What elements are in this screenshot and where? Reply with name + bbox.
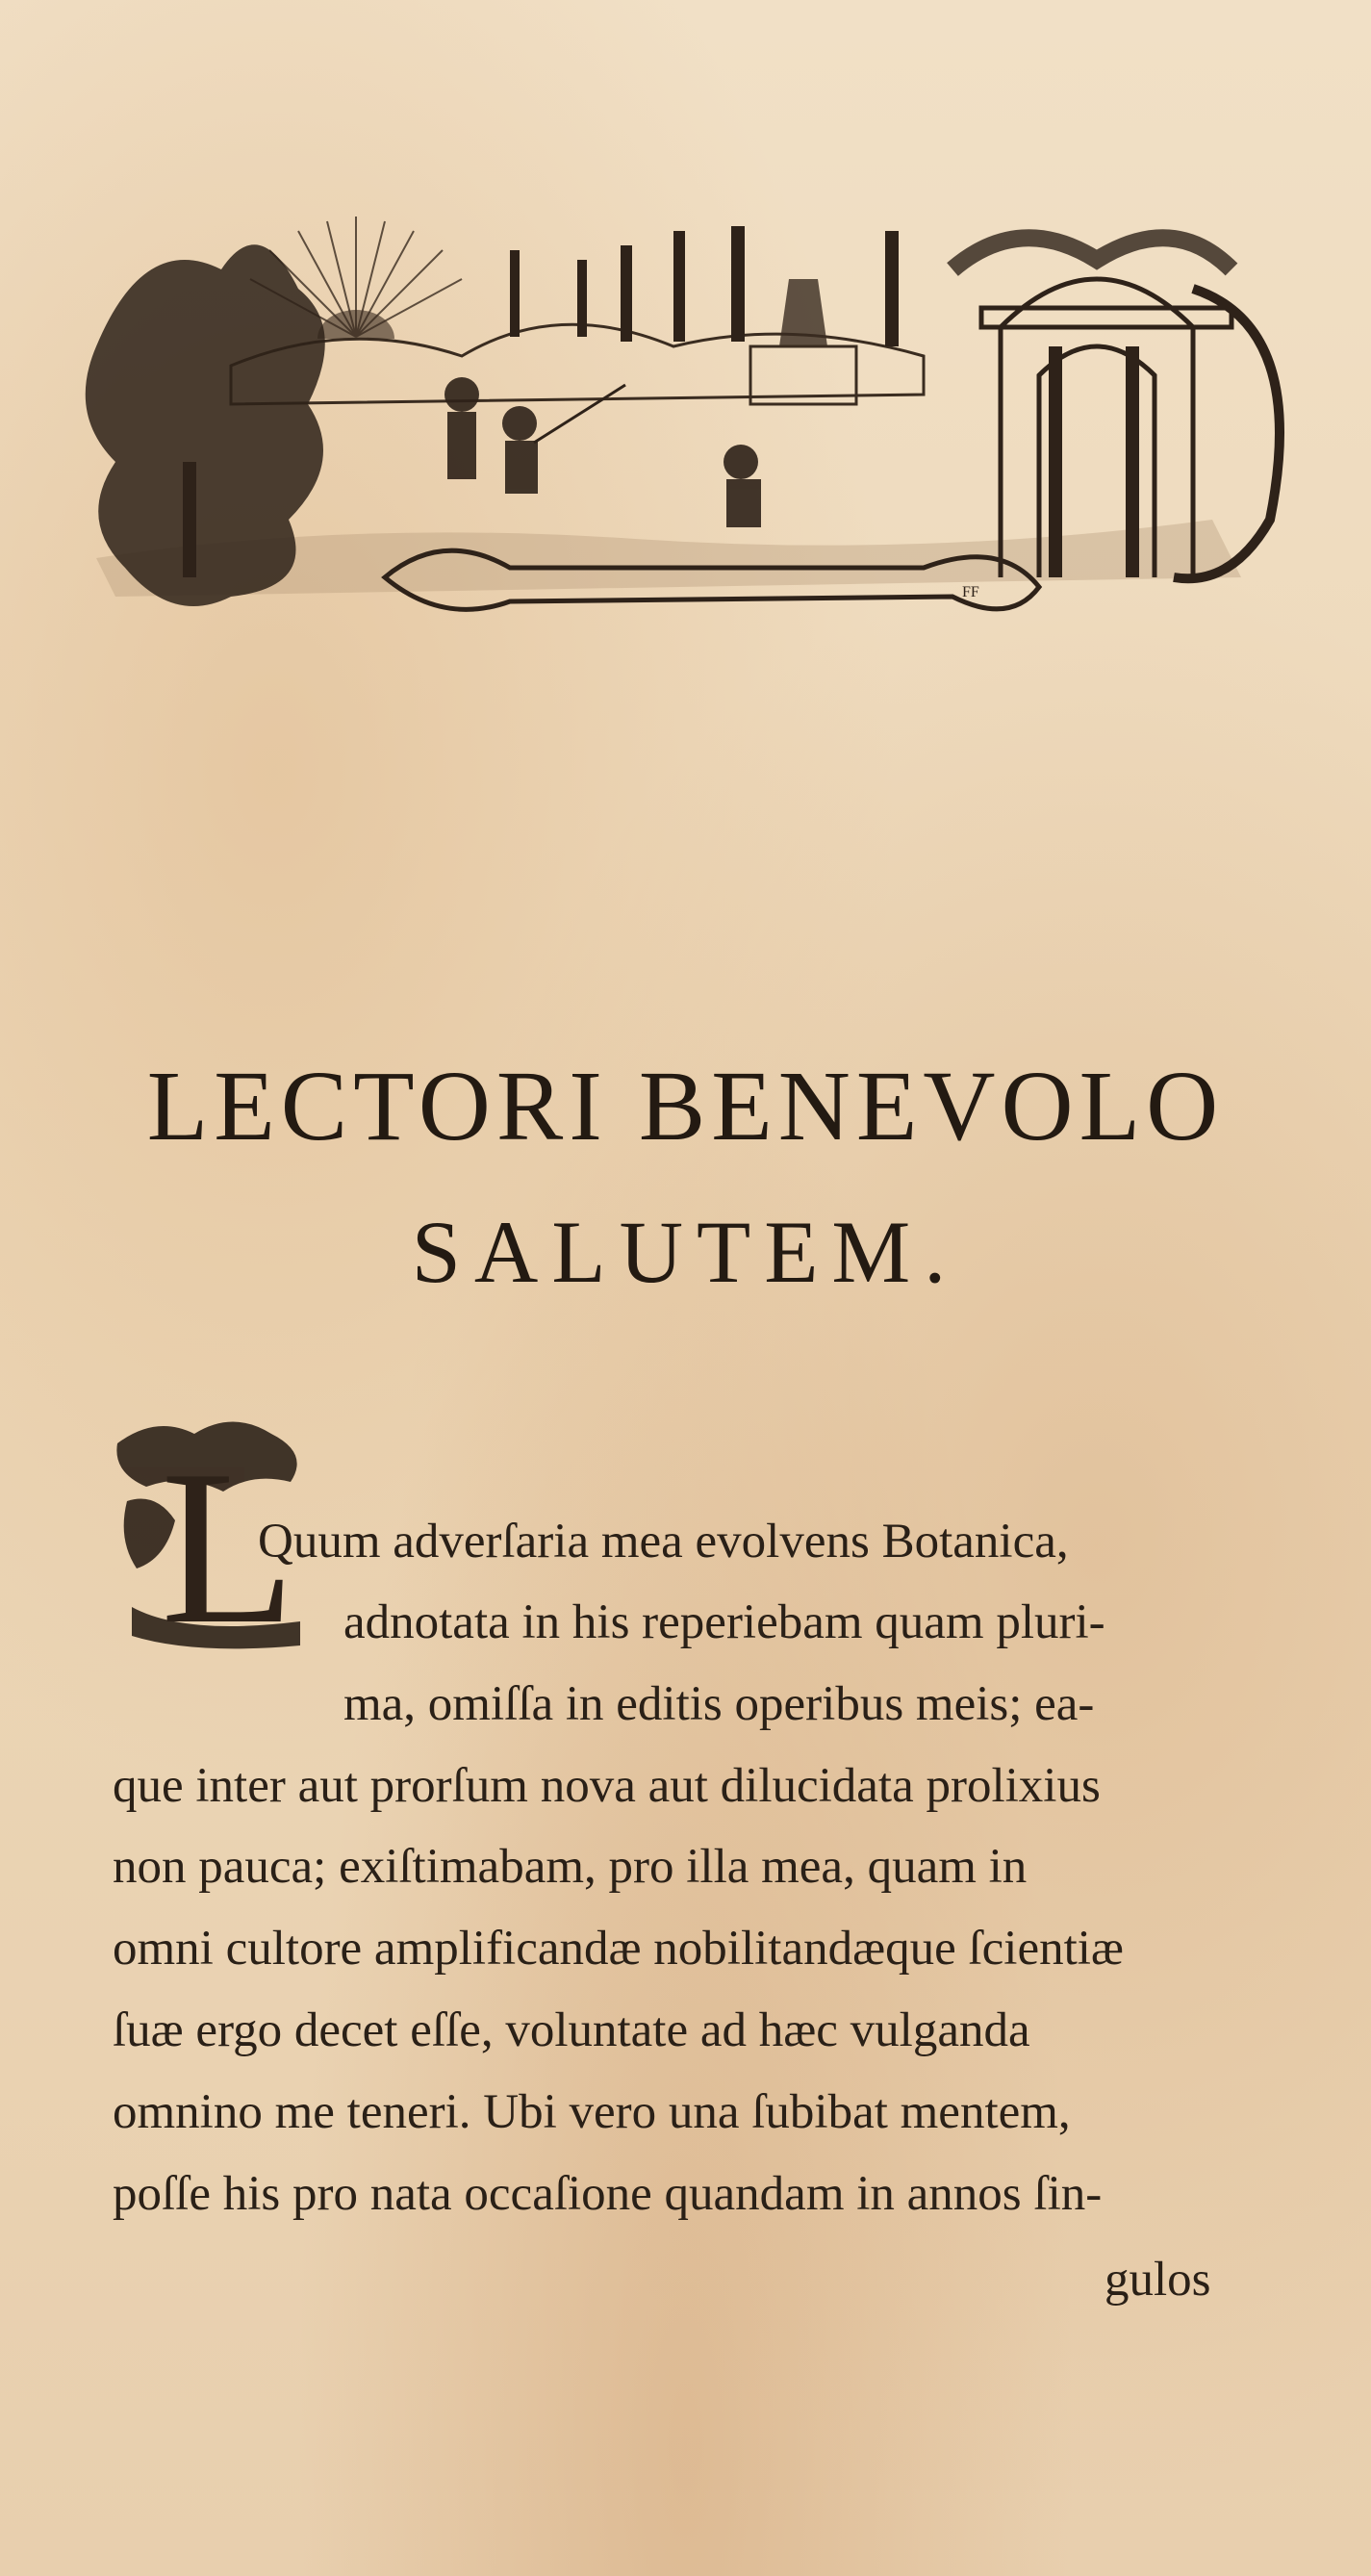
headpiece-monogram: FF [962,584,979,600]
body-line-1: Quum adverſaria mea evolvens Botanica, [258,1515,1069,1569]
engraved-headpiece-illustration [58,173,1318,669]
body-line-8: omnino me teneri. Ubi vero una ſubibat mentem, [113,2085,1071,2139]
body-line-9: poſſe his pro nata occaſione quandam in annos ſin- [113,2167,1103,2221]
body-line-5: non pauca; exiſtimabam, pro illa mea, quam in [113,1840,1028,1894]
title-line-1: LECTORI BENEVOLO [146,1051,1225,1161]
body-line-7: ſuæ ergo decet eſſe, voluntate ad hæc vulganda [113,2003,1030,2057]
body-line-3: ma, omiſſa in editis operibus meis; ea- [343,1677,1095,1731]
body-line-6: omni cultore amplificandæ nobilitandæque ſcientiæ [113,1922,1124,1976]
initial-letter: L [161,1424,296,1660]
body-line-2: adnotata in his reperiebam quam pluri- [343,1595,1105,1649]
body-line-4: que inter aut prorſum nova aut dilucidata prolixius [113,1759,1101,1813]
title-line-2: SALUTEM. [411,1203,960,1301]
catchword: gulos [1104,2253,1211,2307]
headpiece-engraving-graphic [58,173,1318,669]
